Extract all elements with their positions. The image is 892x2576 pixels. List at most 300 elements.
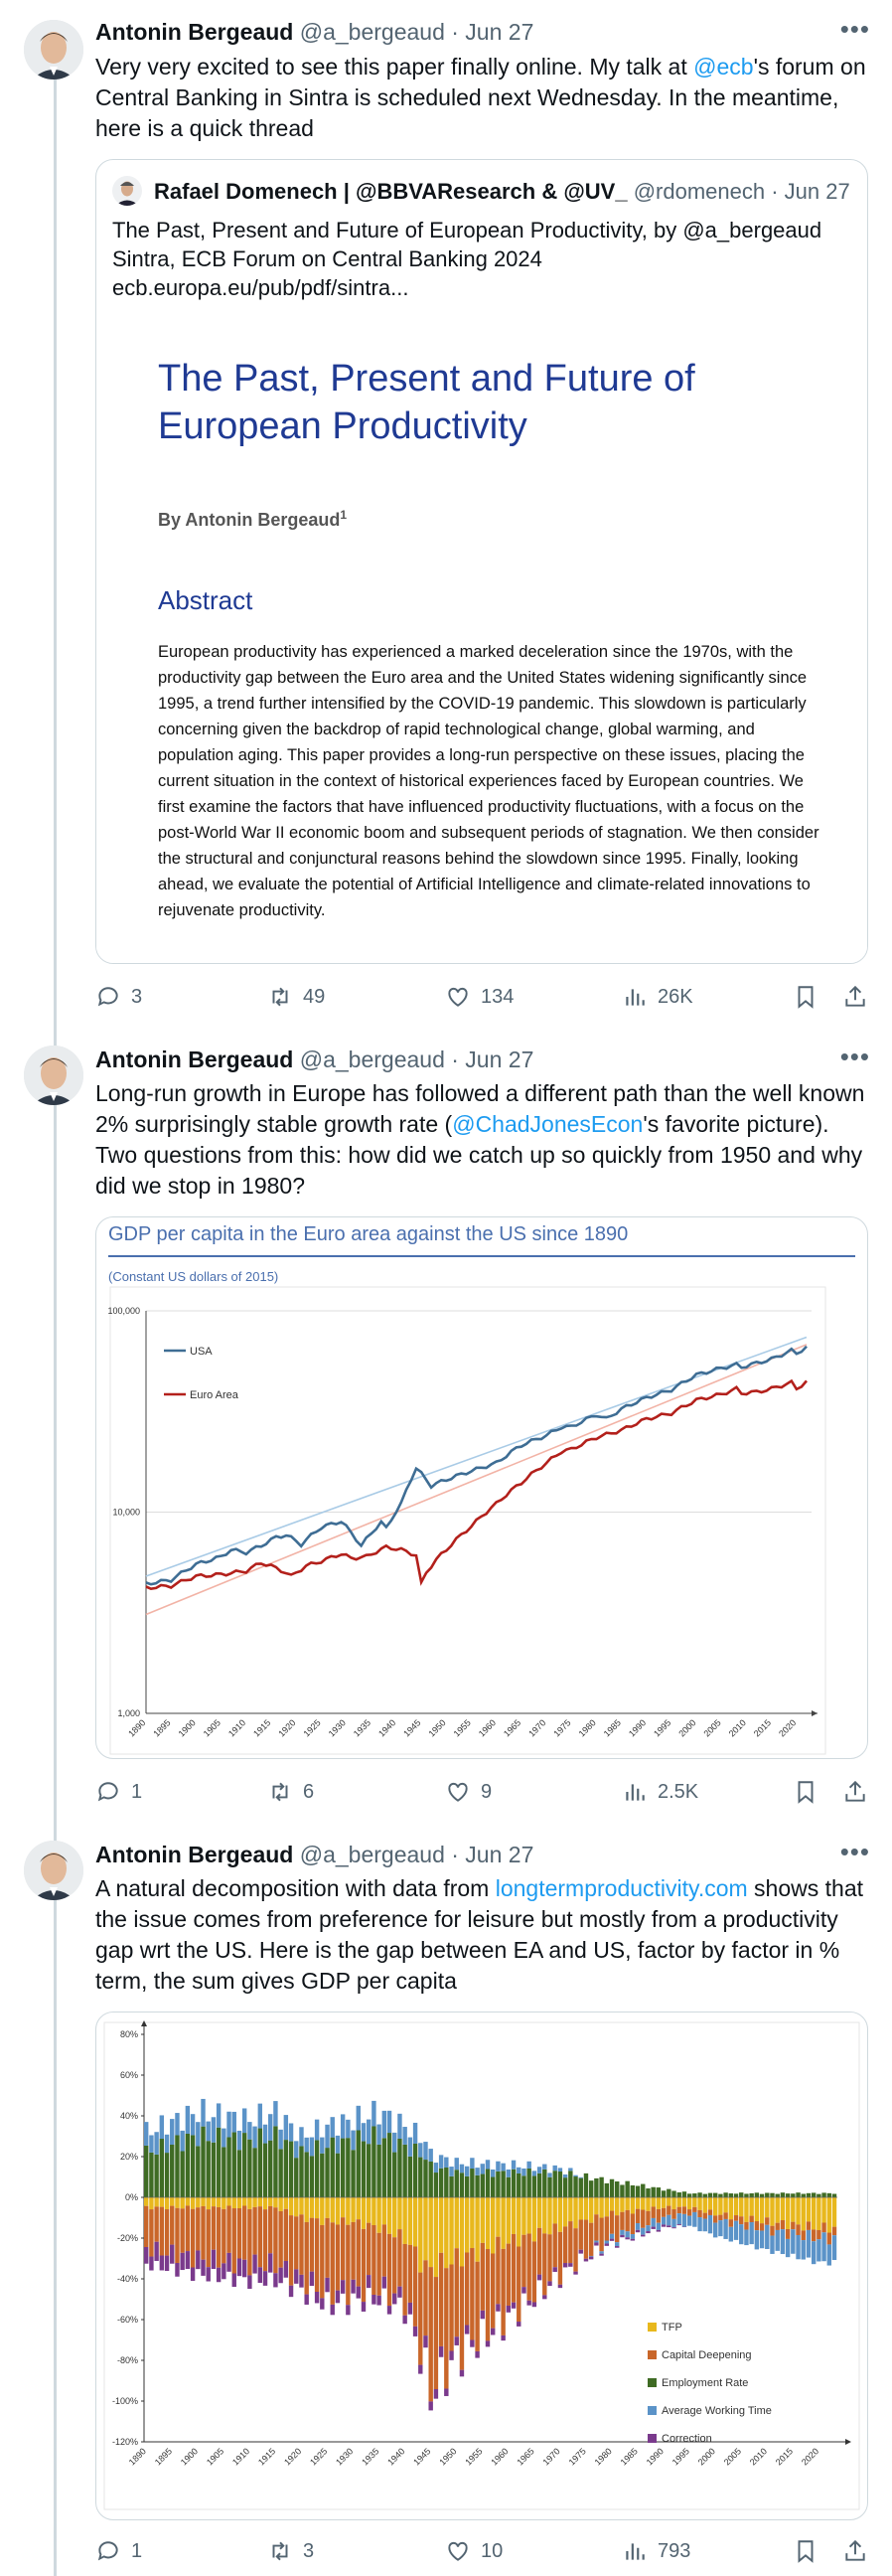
decomp-bar-segment [651, 2218, 655, 2227]
bookmark-button[interactable] [793, 2534, 818, 2568]
decomp-bar-segment [547, 2281, 551, 2286]
decomp-bar-segment [631, 2213, 635, 2234]
decomp-bar-segment [382, 2111, 386, 2138]
decomp-bar-segment [507, 2177, 511, 2197]
decomp-y-tick-label: 20% [119, 2152, 138, 2162]
decomp-bar-segment [392, 2153, 396, 2197]
decomp-bar-segment [517, 2247, 520, 2323]
decomp-bar-segment [455, 2248, 459, 2336]
author-name[interactable]: Antonin Bergeaud [95, 1046, 294, 1072]
decomp-bar-segment [755, 2221, 759, 2230]
decomp-legend-label: TFP [662, 2322, 682, 2334]
decomp-bar-segment [636, 2230, 640, 2232]
decomp-bar-segment [387, 2234, 391, 2306]
decomp-bar-segment [671, 2209, 675, 2219]
decomp-y-tick-label: -40% [116, 2274, 138, 2284]
decomp-bar-segment [547, 2173, 551, 2176]
quoted-tweet[interactable] [95, 159, 868, 964]
decomp-bar-segment [232, 2274, 236, 2288]
decomp-bar-segment [252, 2207, 256, 2255]
decomp-bar-segment [812, 2197, 816, 2229]
decomp-bar-segment [729, 2193, 733, 2197]
decomp-bar-segment [692, 2212, 696, 2227]
decomp-bar-segment [357, 2219, 361, 2286]
decomp-bar-segment [310, 2272, 314, 2286]
decomp-bar-segment [605, 2243, 609, 2245]
decomp-bar-segment [553, 2166, 557, 2171]
tweet-actions [95, 980, 870, 1014]
decomp-bar-segment [336, 2136, 340, 2154]
paper-title-line: European Productivity [158, 405, 527, 447]
decomp-bar-segment [336, 2224, 340, 2290]
decomp-bar-segment [718, 2194, 722, 2197]
decomp-bar-segment [470, 2169, 474, 2197]
decomp-bar-segment [625, 2237, 629, 2239]
decomp-bar-segment [542, 2170, 546, 2197]
decomp-bar-segment [315, 2120, 319, 2141]
decomp-bar-segment [460, 2370, 464, 2377]
decomp-bar-segment [723, 2197, 727, 2212]
decomp-bar-segment [304, 2222, 308, 2295]
decomp-bar-segment [812, 2192, 816, 2197]
decomp-bar-segment [460, 2197, 464, 2266]
decomp-bar-segment [226, 2112, 230, 2138]
decomp-x-tick-label: 1935 [360, 2446, 381, 2468]
decomp-bar-segment [671, 2227, 675, 2228]
views-button[interactable] [622, 2534, 690, 2568]
like-button[interactable] [445, 2534, 503, 2568]
handle-and-date[interactable]: @a_bergeaud · Jun 27 [299, 1842, 534, 1867]
decomp-bar-segment [781, 2229, 785, 2254]
decomp-bar-segment [491, 2170, 495, 2177]
decomp-bar-segment [470, 2158, 474, 2169]
decomp-bar-segment [481, 2197, 485, 2243]
decomp-x-tick-label: 1915 [256, 2446, 278, 2468]
decomp-bar-segment [589, 2180, 593, 2197]
decomp-bar-segment [558, 2285, 562, 2288]
decomp-bar-segment [362, 2123, 366, 2141]
gdp-line-chart [96, 1271, 867, 1758]
decomp-bar-segment [392, 2133, 396, 2153]
decomp-bar-segment [667, 2225, 670, 2227]
gdp-x-tick-label: 1925 [301, 1717, 323, 1739]
external-link[interactable]: longtermproductivity.com [495, 1875, 748, 1901]
decomp-bar-segment [449, 2176, 453, 2197]
quote-avatar-image [112, 176, 142, 206]
decomp-bar-segment [481, 2311, 485, 2319]
decomp-bar-segment [521, 2169, 525, 2175]
author-name[interactable]: Antonin Bergeaud [95, 19, 294, 45]
decomp-bar-segment [289, 2197, 293, 2215]
decomp-bar-segment [739, 2192, 743, 2197]
decomp-bar-segment [651, 2206, 655, 2217]
decomp-bar-segment [320, 2298, 324, 2309]
decomp-bar-segment [496, 2237, 500, 2305]
repost-button[interactable] [267, 980, 325, 1014]
handle-and-date[interactable]: @a_bergeaud · Jun 27 [299, 19, 534, 45]
decomp-bar-segment [821, 2222, 825, 2232]
decomp-bar-segment [821, 2197, 825, 2222]
decomp-bar-segment [553, 2223, 557, 2267]
decomp-bar-segment [196, 2197, 200, 2207]
decomp-bar-segment [599, 2197, 603, 2218]
gdp-legend-label: USA [190, 1346, 213, 1358]
avatar[interactable] [24, 20, 83, 80]
decomp-bar-segment [382, 2138, 386, 2197]
tweet-3[interactable] [0, 1829, 892, 2576]
decomp-bar-segment [382, 2197, 386, 2224]
decomp-bar-segment [470, 2339, 474, 2346]
tweet-1[interactable] [0, 0, 892, 1034]
decomp-bar-segment [175, 2135, 179, 2197]
decomp-bar-segment [154, 2206, 158, 2241]
decomp-bar-segment [357, 2197, 361, 2219]
decomp-bar-segment [387, 2111, 391, 2133]
decomp-bar-segment [331, 2222, 335, 2305]
more-options-icon[interactable]: ••• [839, 1042, 870, 1071]
decomp-bar-segment [331, 2138, 335, 2197]
like-button[interactable] [445, 980, 514, 1014]
decomp-bar-segment [641, 2184, 645, 2197]
views-button[interactable] [622, 1775, 698, 1809]
decomp-bar-segment [212, 2143, 216, 2197]
decomp-x-tick-label: 2015 [773, 2446, 796, 2468]
decomp-legend-swatch [648, 2406, 657, 2415]
decomp-bar-segment [191, 2268, 195, 2281]
decomp-bar-segment [226, 2205, 230, 2252]
decomp-bar-segment [336, 2291, 340, 2304]
reply-button[interactable] [95, 1775, 142, 1809]
decomp-y-tick-label: -60% [116, 2315, 138, 2325]
decomp-bar-segment [351, 2197, 355, 2222]
decomp-x-tick-label: 1940 [385, 2446, 407, 2468]
decomp-bar-segment [594, 2178, 598, 2197]
heart-icon [445, 2538, 471, 2564]
decomp-bar-segment [320, 2154, 324, 2197]
decomp-bar-segment [796, 2224, 800, 2235]
paper-preview[interactable] [96, 309, 867, 963]
gdp-y-tick-label: 1,000 [117, 1708, 140, 1718]
decomp-bar-segment [247, 2140, 251, 2197]
gdp-x-tick-label: 1890 [126, 1717, 148, 1739]
decomp-bar-segment [718, 2220, 722, 2236]
decomp-bar-segment [526, 2162, 530, 2169]
views-icon [622, 1779, 648, 1805]
decomp-legend-label: Capital Deepening [662, 2349, 752, 2361]
decomp-bar-segment [392, 2197, 396, 2237]
tweet-header [95, 1841, 533, 1868]
decomp-bar-segment [491, 2197, 495, 2253]
decomp-bar-segment [357, 2131, 361, 2198]
decomp-bar-segment [481, 2164, 485, 2174]
decomp-bar-segment [755, 2192, 759, 2197]
reply-button[interactable] [95, 980, 142, 1014]
gdp-x-tick-label: 2000 [676, 1717, 698, 1739]
decomp-bar-segment [703, 2213, 707, 2219]
decomp-y-tick-label: 0% [124, 2192, 138, 2202]
decomp-bar-segment [294, 2197, 298, 2216]
decomp-bar-segment [252, 2255, 256, 2274]
decomp-bar-segment [175, 2197, 179, 2208]
decomp-bar-segment [149, 2209, 153, 2256]
like-button[interactable] [445, 1775, 492, 1809]
decomp-bar-segment [568, 2263, 572, 2267]
decomp-legend-swatch [648, 2350, 657, 2359]
gdp-x-tick-label: 1990 [626, 1717, 649, 1739]
bookmark-button[interactable] [793, 1775, 818, 1809]
gdp-chart-card[interactable] [95, 1216, 868, 1759]
quote-author-name[interactable]: Rafael Domenech | @BBVAResearch & @UV_ [154, 179, 628, 204]
decomp-bar-segment [423, 2142, 427, 2160]
repost-button[interactable] [267, 1775, 314, 1809]
decomp-bar-segment [273, 2273, 277, 2287]
decomp-bar-segment [247, 2197, 251, 2209]
decomp-bar-segment [351, 2222, 355, 2280]
decomp-bar-segment [620, 2184, 624, 2197]
decomp-bar-segment [284, 2197, 288, 2209]
decomp-bar-segment [832, 2235, 836, 2260]
more-options-icon[interactable]: ••• [839, 1837, 870, 1866]
handle-and-date[interactable]: @a_bergeaud · Jun 27 [299, 1046, 534, 1072]
decomp-bar-segment [605, 2197, 609, 2216]
decomp-bar-segment [802, 2230, 806, 2240]
decomp-bar-segment [526, 2169, 530, 2197]
decomp-bar-segment [558, 2197, 562, 2232]
decomp-bar-segment [222, 2129, 225, 2148]
decomp-bar-segment [289, 2123, 293, 2141]
decomp-x-tick-label: 1985 [618, 2446, 640, 2468]
decomp-bar-segment [397, 2197, 401, 2229]
repost-count: 6 [303, 1780, 315, 1803]
decomp-bar-segment [284, 2209, 288, 2261]
quote-avatar[interactable] [112, 176, 142, 206]
decomp-bar-segment [428, 2267, 432, 2401]
decomp-bar-segment [428, 2149, 432, 2162]
decomp-bar-segment [636, 2209, 640, 2223]
decomp-bar-segment [351, 2280, 355, 2294]
reply-count: 1 [131, 1780, 143, 1803]
decomp-bar-segment [232, 2197, 236, 2208]
decomp-bar-segment [553, 2171, 557, 2197]
decomp-bar-segment [646, 2225, 650, 2231]
repost-button[interactable] [267, 2534, 314, 2568]
decomp-bar-segment [268, 2141, 272, 2197]
decomp-x-tick-label: 2005 [721, 2446, 744, 2468]
decomp-bar-segment [367, 2223, 371, 2275]
decomp-bar-segment [589, 2197, 593, 2223]
decomp-bar-segment [568, 2168, 572, 2171]
decomp-bar-segment [289, 2142, 293, 2197]
mention-link[interactable]: @ChadJonesEcon [452, 1111, 644, 1137]
decomp-bar-segment [263, 2209, 267, 2271]
decomp-bar-segment [325, 2278, 329, 2292]
decomp-bar-segment [165, 2135, 169, 2153]
decomp-bar-segment [501, 2171, 505, 2197]
decomp-bar-segment [563, 2226, 567, 2263]
share-button[interactable] [842, 2534, 868, 2568]
decomp-bar-segment [744, 2193, 748, 2197]
decomp-bar-segment [268, 2253, 272, 2272]
avatar[interactable] [24, 1841, 83, 1900]
avatar[interactable] [24, 1046, 83, 1105]
decomp-bar-segment [671, 2190, 675, 2197]
decomp-bar-segment [237, 2197, 241, 2208]
decomp-bar-segment [542, 2295, 546, 2299]
decomp-bar-segment [402, 2244, 406, 2316]
chart-title-rule [108, 1255, 855, 1257]
decomp-bar-segment [325, 2148, 329, 2197]
decomp-bar-segment [734, 2221, 738, 2240]
decomp-bar-segment [413, 2123, 417, 2144]
decomp-bar-segment [631, 2234, 635, 2239]
share-button[interactable] [842, 1775, 868, 1809]
decomp-bar-segment [501, 2164, 505, 2172]
decomp-bar-segment [186, 2106, 190, 2134]
decomp-bar-segment [170, 2119, 174, 2145]
decomp-bar-segment [232, 2133, 236, 2197]
decomp-bar-segment [517, 2197, 520, 2247]
decomp-bar-segment [186, 2197, 190, 2205]
decomp-bar-segment [796, 2197, 800, 2224]
decomp-bar-segment [304, 2197, 308, 2222]
decomp-bar-segment [268, 2206, 272, 2253]
avatar-image [24, 20, 83, 80]
decomp-bar-segment [532, 2302, 536, 2307]
decomp-bar-segment [413, 2197, 417, 2247]
bookmark-icon [793, 1779, 818, 1805]
decomp-bar-segment [521, 2175, 525, 2197]
decomp-bar-segment [573, 2197, 577, 2228]
decomp-bar-segment [428, 2197, 432, 2267]
decomp-bar-segment [501, 2249, 505, 2335]
decomp-bar-segment [273, 2101, 277, 2126]
decomp-bar-segment [263, 2271, 267, 2286]
decomp-bar-segment [610, 2239, 614, 2241]
decomp-bar-segment [765, 2217, 769, 2225]
decomp-bar-segment [662, 2217, 666, 2225]
decomp-bar-segment [775, 2197, 779, 2223]
decomp-bar-segment [687, 2197, 691, 2209]
views-button[interactable] [622, 980, 693, 1014]
decomp-bar-segment [222, 2209, 225, 2264]
decomposition-chart-card[interactable] [95, 2012, 868, 2520]
decomp-bar-segment [532, 2175, 536, 2197]
decomp-bar-segment [289, 2286, 293, 2297]
decomp-x-tick-label: 1990 [644, 2446, 666, 2468]
decomp-bar-segment [423, 2260, 427, 2335]
share-button[interactable] [842, 980, 868, 1014]
decomp-bar-segment [667, 2197, 670, 2206]
decomp-bar-segment [553, 2197, 557, 2223]
decomp-bar-segment [310, 2218, 314, 2272]
decomp-bar-segment [397, 2229, 401, 2287]
decomp-bar-segment [739, 2197, 743, 2216]
decomp-bar-segment [439, 2169, 443, 2197]
decomp-bar-segment [796, 2235, 800, 2259]
decomp-bar-segment [563, 2263, 567, 2267]
decomp-bar-segment [610, 2211, 614, 2234]
decomp-bar-segment [744, 2222, 748, 2230]
decomp-bar-segment [532, 2241, 536, 2302]
decomp-bar-segment [791, 2193, 795, 2197]
decomp-bar-segment [646, 2188, 650, 2197]
decomp-bar-segment [641, 2210, 645, 2228]
decomp-bar-segment [615, 2242, 619, 2246]
quote-url[interactable]: ecb.europa.eu/pub/pdf/sintra... [112, 275, 409, 300]
mention-link[interactable]: @ecb [693, 54, 754, 80]
decomp-bar-segment [392, 2237, 396, 2293]
gdp-legend-label: Euro Area [190, 1389, 238, 1401]
decomp-bar-segment [175, 2263, 179, 2277]
tweet-text-part: 's favorite picture). Two questions from this: how did we catch up so quickly from 1950 and why did we stop in 1980? [95, 1111, 863, 1199]
reply-button[interactable] [95, 2534, 142, 2568]
more-options-icon[interactable]: ••• [839, 14, 870, 44]
decomp-bar-segment [226, 2138, 230, 2197]
bookmark-button[interactable] [793, 980, 818, 1014]
decomp-bar-segment [444, 2158, 448, 2168]
decomp-bar-segment [222, 2263, 225, 2279]
decomp-bar-segment [775, 2194, 779, 2197]
decomp-bar-segment [568, 2171, 572, 2197]
decomp-bar-segment [486, 2249, 490, 2340]
decomp-bar-segment [247, 2275, 251, 2289]
decomp-bar-segment [729, 2219, 733, 2227]
decomp-bar-segment [201, 2127, 205, 2197]
tweet-text [95, 1078, 870, 1202]
decomp-bar-segment [713, 2193, 717, 2197]
decomp-bar-segment [765, 2225, 769, 2249]
reply-count: 1 [131, 2539, 143, 2562]
decomp-bar-segment [428, 2401, 432, 2410]
decomp-bar-segment [346, 2225, 350, 2306]
decomp-bar-segment [222, 2197, 225, 2209]
decomp-bar-segment [765, 2197, 769, 2217]
decomp-bar-segment [217, 2103, 221, 2127]
decomp-bar-segment [310, 2197, 314, 2218]
decomp-bar-segment [154, 2132, 158, 2155]
decomp-bar-segment [294, 2216, 298, 2269]
tweet-header [95, 18, 533, 46]
abstract-heading: Abstract [158, 585, 253, 615]
decomp-bar-segment [651, 2197, 655, 2206]
decomp-bar-segment [201, 2206, 205, 2260]
decomp-bar-segment [832, 2227, 836, 2236]
decomp-bar-segment [641, 2197, 645, 2210]
decomp-bar-segment [563, 2197, 567, 2226]
author-name[interactable]: Antonin Bergeaud [95, 1842, 294, 1867]
decomp-bar-segment [346, 2305, 350, 2315]
decomp-bar-segment [341, 2280, 345, 2294]
decomp-bar-segment [252, 2127, 256, 2149]
gdp-x-tick-label: 1980 [576, 1717, 598, 1739]
decomp-bar-segment [402, 2127, 406, 2145]
decomp-bar-segment [573, 2176, 577, 2197]
decomp-bar-segment [299, 2214, 303, 2275]
decomp-bar-segment [832, 2194, 836, 2198]
like-count: 10 [481, 2539, 504, 2562]
decomp-bar-segment [320, 2225, 324, 2298]
gdp-x-tick-label: 1965 [501, 1717, 523, 1739]
decomp-bar-segment [258, 2206, 262, 2267]
tweet-text-part: A natural decomposition with data from [95, 1875, 496, 1901]
chart-subtitle: (Constant US dollars of 2015) [108, 1269, 279, 1284]
decomp-bar-segment [170, 2206, 174, 2245]
tweet-2[interactable] [0, 1034, 892, 1829]
quote-handle-and-date[interactable]: @rdomenech · Jun 27 [633, 179, 850, 204]
decomp-bar-segment [677, 2207, 681, 2213]
decomp-bar-segment [226, 2197, 230, 2205]
decomp-bar-segment [615, 2197, 619, 2215]
